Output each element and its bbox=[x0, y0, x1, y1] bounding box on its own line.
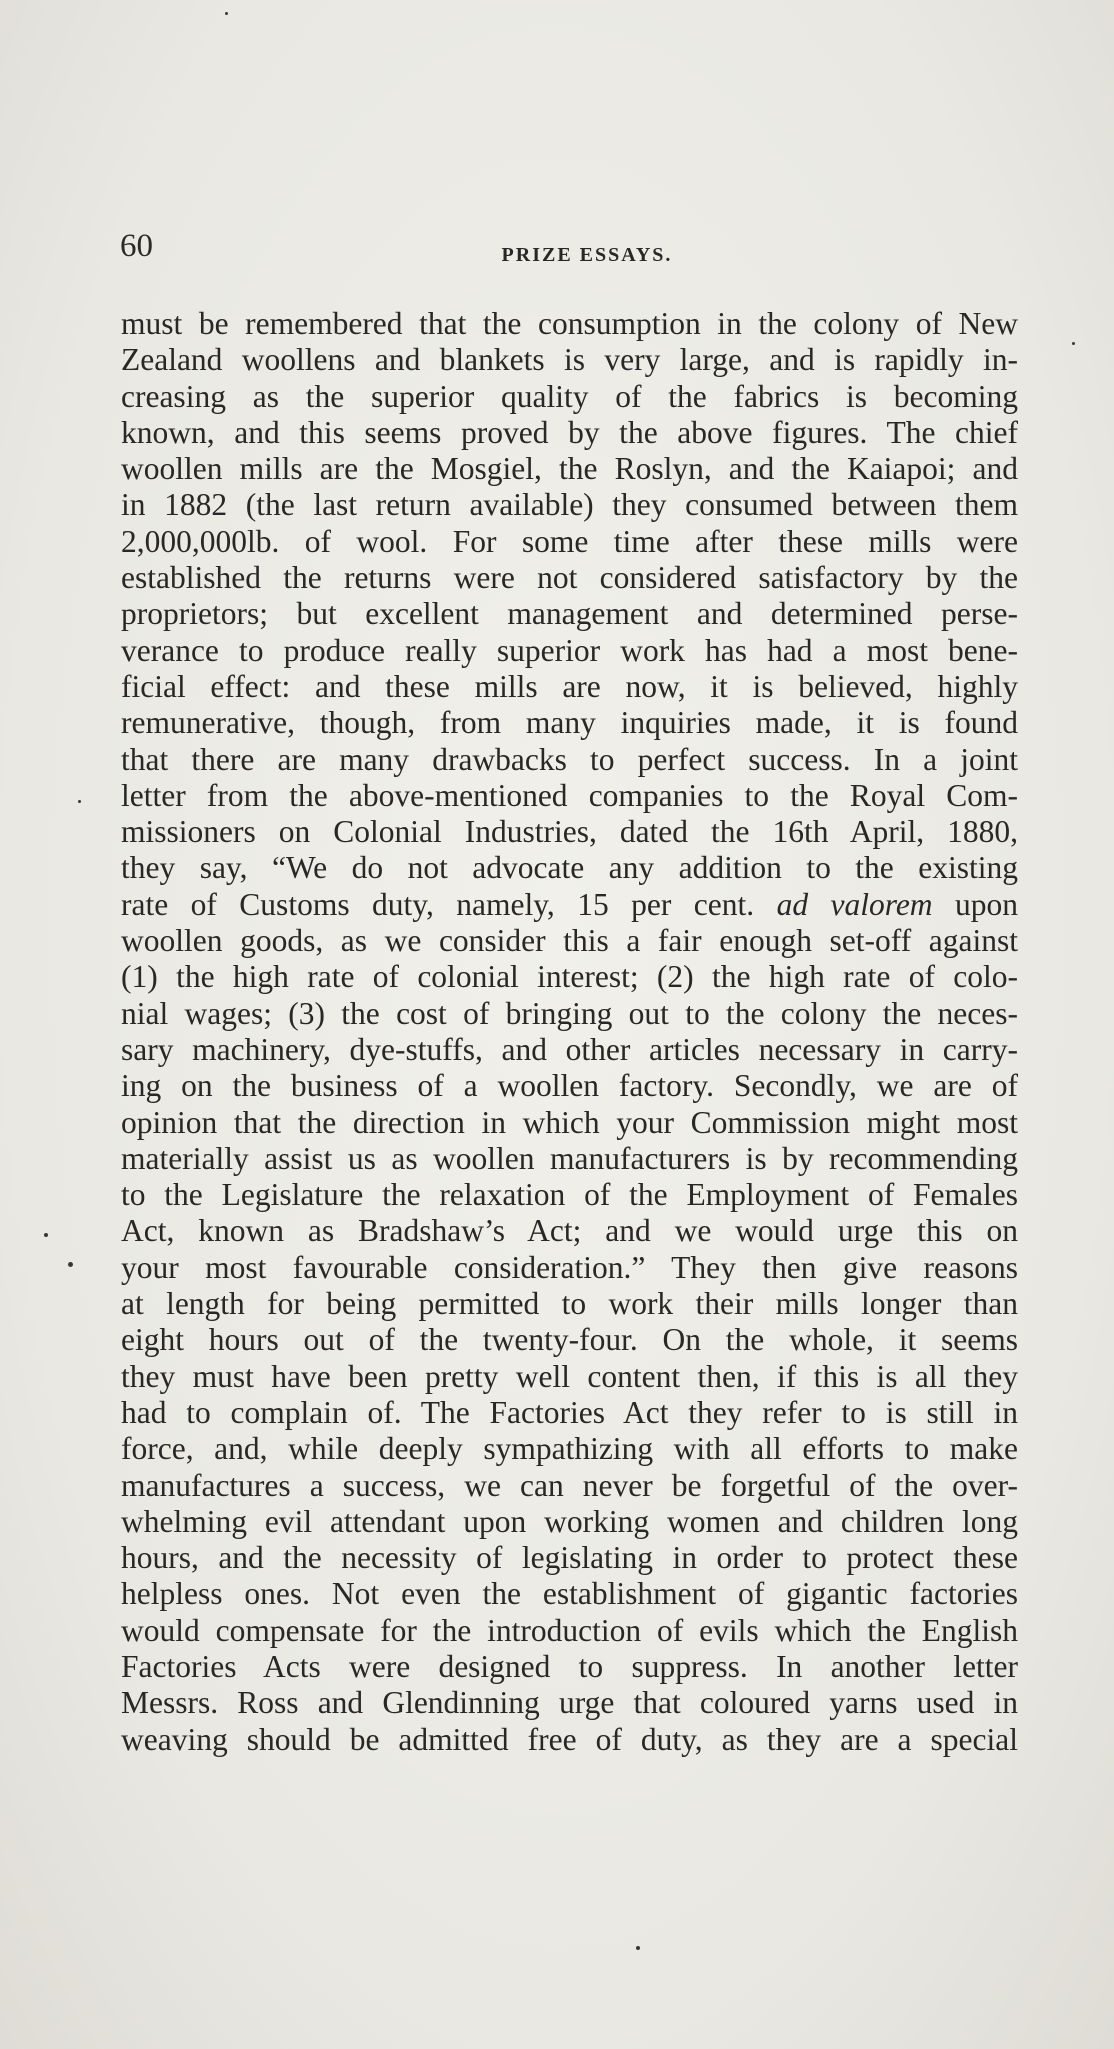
text-line: verance to produce really superior work has had a most bene- bbox=[121, 632, 1018, 668]
paper-speck bbox=[225, 12, 228, 15]
text-line: Messrs. Ross and Glendinning urge that coloured yarns used in bbox=[121, 1685, 1018, 1721]
page-number: 60 bbox=[120, 228, 153, 264]
text-line: Zealand woollens and blankets is very large, and is rapidly in- bbox=[121, 342, 1018, 378]
text-line: woollen goods, as we consider this a fair enough set-off against bbox=[121, 923, 1018, 959]
text-line: in 1882 (the last return available) they consumed between them bbox=[121, 487, 1018, 523]
text-line: missioners on Colonial Industries, dated the 16th April, 1880, bbox=[121, 814, 1018, 850]
text-line: proprietors; but excellent management and determined perse- bbox=[121, 596, 1018, 632]
paper-speck bbox=[1072, 342, 1075, 345]
paper-speck bbox=[68, 1262, 73, 1267]
text-line: letter from the above-mentioned companies to the Royal Com- bbox=[121, 777, 1018, 813]
text-line: remunerative, though, from many inquiries made, it is found bbox=[121, 705, 1018, 741]
text-line: ficial effect: and these mills are now, it is believed, highly bbox=[121, 668, 1018, 704]
text-line: helpless ones. Not even the establishment of gigantic factories bbox=[121, 1576, 1018, 1612]
text-line: established the returns were not considered satisfactory by the bbox=[121, 560, 1018, 596]
text-line: that there are many drawbacks to perfect success. In a joint bbox=[121, 741, 1018, 777]
italic-phrase: ad valorem bbox=[776, 886, 933, 922]
text-line: hours, and the necessity of legislating in order to protect these bbox=[121, 1540, 1018, 1576]
text-line: (1) the high rate of colonial interest; (2) the high rate of colo- bbox=[121, 959, 1018, 995]
text-line: nial wages; (3) the cost of bringing out to the colony the neces- bbox=[121, 995, 1018, 1031]
text-line: Factories Acts were designed to suppress. In another letter bbox=[121, 1648, 1018, 1684]
text-line: woollen mills are the Mosgiel, the Roslyn, and the Kaiapoi; and bbox=[121, 451, 1018, 487]
text-line: manufactures a success, we can never be forgetful of the over- bbox=[121, 1467, 1018, 1503]
text-line: 2,000,000lb. of wool. For some time after these mills were bbox=[121, 523, 1018, 559]
body-text bbox=[121, 306, 1018, 1758]
paper-speck bbox=[78, 800, 81, 803]
text-line: materially assist us as woollen manufacturers is by recommending bbox=[121, 1140, 1018, 1176]
text-line: opinion that the direction in which your Commission might most bbox=[121, 1104, 1018, 1140]
text-line: weaving should be admitted free of duty, as they are a special bbox=[121, 1721, 1018, 1757]
text-line: creasing as the superior quality of the fabrics is becoming bbox=[121, 378, 1018, 414]
text-line: eight hours out of the twenty-four. On the whole, it seems bbox=[121, 1322, 1018, 1358]
text-line: force, and, while deeply sympathizing with all efforts to make bbox=[121, 1431, 1018, 1467]
paper-speck bbox=[44, 1233, 48, 1237]
paper-speck bbox=[636, 1946, 640, 1950]
text-line: Act, known as Bradshaw’s Act; and we would urge this on bbox=[121, 1213, 1018, 1249]
text-line: had to complain of. The Factories Act they refer to is still in bbox=[121, 1394, 1018, 1430]
text-line: to the Legislature the relaxation of the Employment of Females bbox=[121, 1177, 1018, 1213]
text-line: at length for being permitted to work their mills longer than bbox=[121, 1286, 1018, 1322]
text-line: sary machinery, dye-stuffs, and other articles necessary in carry- bbox=[121, 1031, 1018, 1067]
text-line: known, and this seems proved by the above figures. The chief bbox=[121, 414, 1018, 450]
text-line: whelming evil attendant upon working women and children long bbox=[121, 1503, 1018, 1539]
text-line: they say, “We do not advocate any addition to the existing bbox=[121, 850, 1018, 886]
running-head: PRIZE ESSAYS. bbox=[501, 244, 673, 266]
text-line: your most favourable consideration.” They then give reasons bbox=[121, 1249, 1018, 1285]
text-line: rate of Customs duty, namely, 15 per cent. ad valorem upon bbox=[121, 886, 1018, 922]
text-line: they must have been pretty well content then, if this is all they bbox=[121, 1358, 1018, 1394]
text-line: must be remembered that the consumption in the colony of New bbox=[121, 306, 1018, 341]
text-line: would compensate for the introduction of evils which the English bbox=[121, 1612, 1018, 1648]
text-line: ing on the business of a woollen factory. Secondly, we are of bbox=[121, 1068, 1018, 1104]
